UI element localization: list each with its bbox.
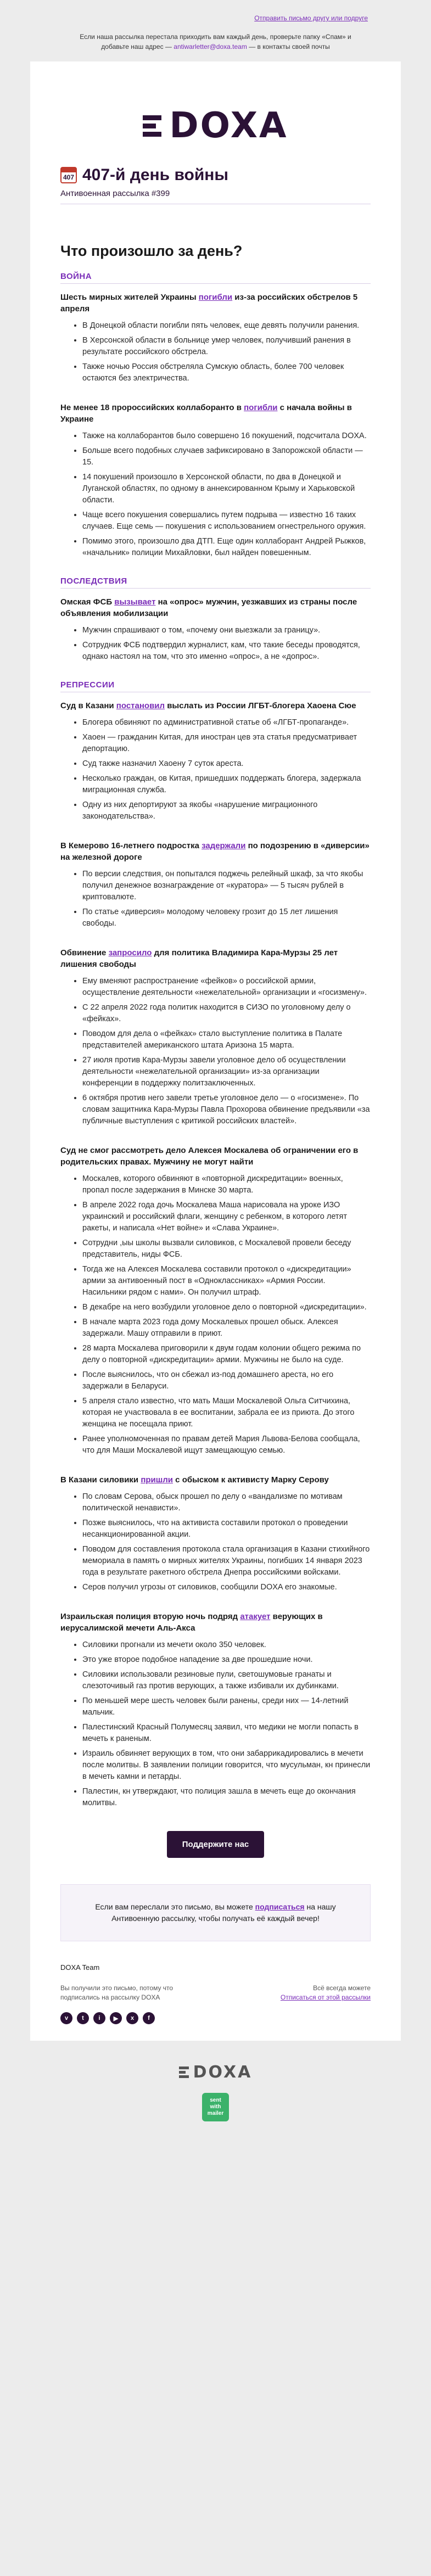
story-title-pre: В Казани силовики <box>60 1475 141 1485</box>
story-title-post: для политика Владимира Кара-Мурзы 25 лет лишения свободы <box>60 948 338 969</box>
story-bullet: • Палестин, кн утверждают, что полиция зашла в мечеть еще до окончания молитвы. <box>82 1786 371 1809</box>
instagram-icon[interactable]: i <box>93 2012 105 2024</box>
story-bullet: • В начале марта 2023 года дому Москалевых прошел обыск. Алексея задержали. Машу отправили в приют. <box>82 1317 371 1340</box>
story-bullet: • Блогера обвиняют по административной статье об «ЛГБТ-пропаганде». <box>82 717 371 729</box>
story-bullet: • 28 марта Москалева приговорили к двум годам колонии общего режима по делу о повторной «дискредитации» армии. Мужчины не было на суде. <box>82 1343 371 1366</box>
story-bullet: • По статье «диверсия» молодому человеку грозит до 15 лет лишения свободы. <box>82 906 371 929</box>
youtube-icon[interactable]: ▶ <box>110 2012 122 2024</box>
story-bullet: • Чаще всего покушения совершались путем подрыва — известно 16 таких случаев. Еще семь — покушения с использованием огнестрельного оружия. <box>82 509 371 533</box>
footer-right-text: Всё всегда можете <box>313 1984 371 1992</box>
story-bullet: • Москалев, которого обвиняют в «повторной дискредитации» военных, пропал после задержания в Минске 30 марта. <box>82 1173 371 1196</box>
news-story <box>60 1145 371 1457</box>
story-title-post: по подозрению в «диверсии» на железной дороге <box>60 841 370 862</box>
story-title <box>60 700 371 712</box>
story-bullet: • Мужчин спрашивают о том, «почему они выезжали за границу». <box>82 625 371 636</box>
footer-right <box>281 1984 371 2002</box>
story-title-post: на «опрос» мужчин, уезжавших из страны после объявления мобилизации <box>60 597 357 618</box>
story-source-link[interactable]: погибли <box>244 403 278 412</box>
news-section <box>60 576 371 663</box>
story-bullets <box>60 717 371 822</box>
mailer-badge[interactable]: sent with mailer <box>202 2093 229 2121</box>
story-title <box>60 947 371 970</box>
story-bullet: • 14 покушений произошло в Херсонской области, по два в Донецкой и Луганской областях, по одному в аннексированном Крыму и Харьковской области. <box>82 472 371 506</box>
spam-notice <box>0 24 431 61</box>
sent-with-badge[interactable] <box>206 2093 226 2121</box>
story-title-pre: Суд не смог рассмотреть дело Алексея Москалева об ограничении его в родительских правах. Мужчину не могут найти <box>60 1146 359 1167</box>
bottom-logo-text: DOXA <box>193 2063 253 2082</box>
news-story <box>60 292 371 384</box>
twitter-icon[interactable]: x <box>126 2012 138 2024</box>
news-section <box>60 680 371 1809</box>
news-story <box>60 947 371 1127</box>
story-bullets <box>60 1639 371 1809</box>
story-source-link[interactable]: задержали <box>201 841 246 850</box>
news-story <box>60 1611 371 1809</box>
story-bullet: • Также на коллаборантов было совершено 16 покушений, подсчитала DOXA. <box>82 430 371 442</box>
story-bullet: • Сотрудник ФСБ подтвердил журналист, кам, что такие беседы проводятся, однако настоял на том, что это именно «опрос», а не «допрос». <box>82 640 371 663</box>
story-bullet: • Палестинский Красный Полумесяц заявил, что медики не могли попасть в мечеть к раненым. <box>82 1722 371 1745</box>
story-bullet: • В Херсонской области в больнице умер человек, получивший ранения в результате российского обстрела. <box>82 335 371 358</box>
story-title <box>60 596 371 619</box>
story-title-pre: Омская ФСБ <box>60 597 115 607</box>
section-heading: ПОСЛЕДСТВИЯ <box>60 576 371 589</box>
story-title <box>60 1611 371 1634</box>
story-title-post: с начала войны в Украине <box>60 403 352 424</box>
story-title-post: с обыском к активисту Марку Серову <box>173 1475 329 1485</box>
notice-text: Если наша рассылка перестала приходить вам каждый день, проверьте папку «Спам» и добавьте наш адрес — <box>80 33 351 51</box>
forward-link[interactable]: Отправить письмо другу или подруге <box>254 14 368 22</box>
cta-container <box>60 1831 371 1858</box>
social-links <box>60 2012 371 2024</box>
story-title-pre: Израильская полиция вторую ночь подряд <box>60 1612 240 1621</box>
story-title-pre: Шесть мирных жителей Украины <box>60 293 199 302</box>
telegram-icon[interactable]: t <box>77 2012 89 2024</box>
unsubscribe-link[interactable]: Отписаться от этой рассылки <box>280 1993 371 2001</box>
news-story <box>60 596 371 663</box>
news-story <box>60 700 371 822</box>
story-title <box>60 402 371 425</box>
story-bullet: • Сотрудни ,ыы школы вызвали силовиков, с Москалевой провели беседу представитель, ниды ФСБ. <box>82 1237 371 1261</box>
story-bullet: • Это уже второе подобное нападение за две прошедшие ночи. <box>82 1654 371 1666</box>
story-bullet: • Ранее уполномоченная по правам детей Мария Львова-Белова сообщала, что для Маши Москалевой ищут замещающую семью. <box>82 1433 371 1457</box>
story-bullet: • Позже выяснилось, что на активиста составили протокол о проведении несанкционированной акции. <box>82 1517 371 1541</box>
day-title-text: 407-й день войны <box>82 166 229 184</box>
story-bullet: • Одну из них депортируют за якобы «нарушение миграционного законодательства». <box>82 799 371 822</box>
story-bullet: • Больше всего подобных случаев зафиксировано в Запорожской области — 15. <box>82 445 371 468</box>
story-title-pre: Суд в Казани <box>60 701 116 710</box>
story-bullet: • Суд также назначил Хаоену 7 суток ареста. <box>82 758 371 770</box>
story-bullet: • Также ночью Россия обстреляла Сумскую область, более 700 человек остаются без электричества. <box>82 361 371 384</box>
story-title <box>60 1474 371 1486</box>
story-bullet: • Поводом для составления протокола стала организация в Казани стихийного мемориала в память о мирных жителях Украины, погибших 14 января 2023 года в результате ракетного обстрела Днепра российскими войсками. <box>82 1544 371 1578</box>
story-title-post: из-за российских обстрелов 5 апреля <box>60 293 358 313</box>
subscribe-link[interactable]: подписаться <box>255 1902 305 1911</box>
story-bullets <box>60 1491 371 1593</box>
logo-text: DOXA <box>169 105 288 146</box>
doxa-logo <box>60 105 371 146</box>
subscribe-text: Если вам переслали это письмо, вы можете <box>95 1902 253 1911</box>
story-source-link[interactable]: постановил <box>116 701 165 710</box>
main-title: Что произошло за день? <box>60 243 243 259</box>
story-bullets <box>60 625 371 663</box>
story-title <box>60 1145 371 1168</box>
subscribe-box <box>60 1884 371 1941</box>
news-story <box>60 1474 371 1593</box>
story-title-pre: В Кемерово 16-летнего подростка <box>60 841 202 850</box>
story-source-link[interactable]: запросило <box>108 948 152 957</box>
story-bullet: • По меньшей мере шесть человек были ранены, среди них — 14-летний мальчик. <box>82 1695 371 1718</box>
email-card <box>30 61 401 2041</box>
story-bullet: • В декабре на него возбудили уголовное дело о повторной «дискредитации». <box>82 1302 371 1313</box>
story-bullet: • Несколько граждан, ов Китая, пришедших поддержать блогера, задержала миграционная служба. <box>82 773 371 796</box>
story-bullet: • Хаоен — гражданин Китая, для иностран цев эта статья предусматривает депортацию. <box>82 732 371 755</box>
story-bullet: • Поводом для дела о «фейках» стало выступление политика в Палате представителей американского штата Аризона 15 марта. <box>82 1028 371 1051</box>
bottom-logo-mark-icon <box>179 2067 189 2078</box>
facebook-icon[interactable]: f <box>143 2012 155 2024</box>
section-heading: РЕПРЕССИИ <box>60 680 371 692</box>
story-bullets <box>60 430 371 559</box>
story-bullet: • 27 июля против Кара-Мурзы завели уголовное дело об осуществлении деятельности «нежелательной организации» из-за организации конференции в поддержку политзаключенных. <box>82 1055 371 1089</box>
notice-text-2: — в контакты своей почты <box>249 43 330 51</box>
newsletter-subtitle: Антивоенная рассылка #399 <box>60 189 371 204</box>
story-bullet: • Израиль обвиняет верующих в том, что они забаррикадировались в мечети после молитвы. В заявлении полиции говорится, что мусульман, кн принесли в мечеть камни и петарды. <box>82 1748 371 1783</box>
story-bullet: • С 22 апреля 2022 года политик находится в СИЗО по уголовному делу о «фейках». <box>82 1002 371 1025</box>
story-title <box>60 292 371 315</box>
story-bullet: • 6 октября против него завели третье уголовное дело — о «госизмене». По словам защитника Кара-Мурзы Павла Прохорова обвинение предъявили «за публичные выступления с критикой российских властей». <box>82 1093 371 1127</box>
story-bullet: • Помимо этого, произошло два ДТП. Еще один коллаборант Андрей Рыжков, «начальник» полиции Михайловки, был найден повешенным. <box>82 536 371 559</box>
story-bullet: • 5 апреля стало известно, что мать Маши Москалевой Ольга Ситчихина, которая не участвовала в ее воспитании, забрала ее из приюта. До этого женщина не посещала приют. <box>82 1396 371 1430</box>
notice-email-link[interactable]: antiwarletter@doxa.team <box>173 43 247 51</box>
story-bullet: • В Донецкой области погибли пять человек, еще девять получили ранения. <box>82 320 371 332</box>
story-bullet: • Ему вменяют распространение «фейков» о российской армии, осуществление деятельности «нежелательной» организации и «госизмену». <box>82 976 371 999</box>
story-bullets <box>60 320 371 384</box>
story-bullet: • Силовики прогнали из мечети около 350 человек. <box>82 1639 371 1651</box>
story-bullet: • По версии следствия, он попытался поджечь релейный шкаф, за что якобы получил денежное вознаграждение от «куратора» — 5 тысяч рублей в криптовалюте. <box>82 869 371 903</box>
story-bullet: • По словам Серова, обыск прошел по делу о «вандализме по мотивам политической ненависти». <box>82 1491 371 1514</box>
footer-reason: Вы получили это письмо, потому что подписались на рассылку DOXA <box>60 1984 173 2001</box>
subscribe-text-2: на нашу Антивоенную рассылку, чтобы получать её каждый вечер! <box>111 1902 336 1923</box>
story-title-post: верующих в иерусалимской мечети Аль-Акса <box>60 1612 323 1633</box>
story-title-pre: Обвинение <box>60 948 109 957</box>
news-story <box>60 840 371 929</box>
section-heading: ВОЙНА <box>60 272 371 284</box>
story-bullets <box>60 976 371 1127</box>
story-source-link[interactable]: погибли <box>198 293 233 302</box>
story-bullets <box>60 1173 371 1457</box>
story-title-pre: Не менее 18 пророссийских коллаборанто в <box>60 403 244 412</box>
story-source-link[interactable]: вызывает <box>114 597 156 607</box>
logo-mark-icon <box>143 115 161 137</box>
bottom-logo <box>0 2063 431 2082</box>
story-source-link[interactable]: атакует <box>240 1612 271 1621</box>
forward-bar <box>0 0 431 24</box>
story-bullet: • В апреле 2022 года дочь Москалева Маша нарисовала на уроке ИЗО украинский и российский флаги, женщину с ребенком, в которого летят ракеты, и написала «Нет войне» и «Слава Украине». <box>82 1200 371 1234</box>
story-title <box>60 840 371 863</box>
vk-icon[interactable]: v <box>60 2012 72 2024</box>
support-button[interactable]: Поддержите нас <box>167 1831 265 1858</box>
news-sections <box>60 272 371 1809</box>
story-bullets <box>60 869 371 929</box>
news-story <box>60 402 371 559</box>
story-title-post: выслать из России ЛГБТ-блогера Хаоена Сюе <box>165 701 356 710</box>
story-source-link[interactable]: пришли <box>141 1475 173 1485</box>
news-section <box>60 272 371 559</box>
footer-row <box>60 1984 371 2002</box>
story-bullet: • Тогда же на Алексея Москалева составили протокол о «дискредитации» армии за антивоенный пост в «Одноклассниках» «Армия России. Насильники рядом с нами». Он получил штраф. <box>82 1264 371 1298</box>
story-bullet: • Серов получил угрозы от силовиков, сообщили DOXA его знакомые. <box>82 1582 371 1593</box>
story-bullet: • Силовики использовали резиновые пули, светошумовые гранаты и слезоточивый газ против верующих, а также избивали их дубинками. <box>82 1669 371 1692</box>
calendar-icon: 407 <box>60 167 77 183</box>
footer-team: DOXA Team <box>60 1963 100 1972</box>
day-title <box>60 166 371 184</box>
story-bullet: • После выяснилось, что он сбежал из-под домашнего ареста, но его задержали в Беларуси. <box>82 1369 371 1392</box>
